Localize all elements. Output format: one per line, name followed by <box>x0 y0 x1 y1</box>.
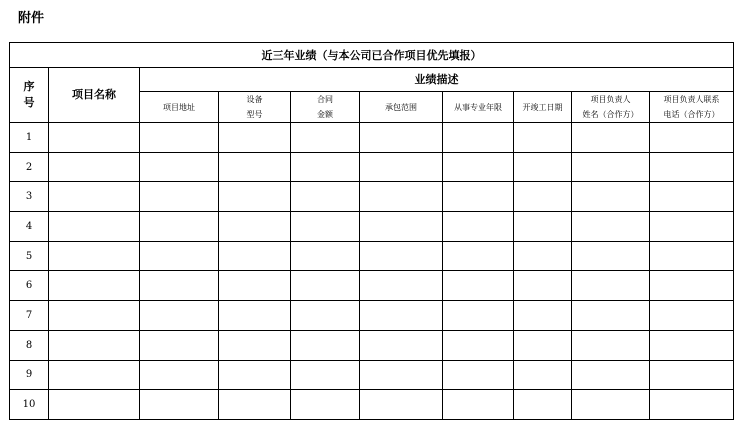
cell-project-lead-phone[interactable] <box>650 330 734 360</box>
cell-equipment-model[interactable] <box>219 182 291 212</box>
cell-project-lead-phone[interactable] <box>650 390 734 420</box>
cell-years-in-specialty[interactable] <box>443 152 514 182</box>
cell-equipment-model[interactable] <box>219 152 291 182</box>
cell-contract-scope[interactable] <box>360 241 443 271</box>
cell-equipment-model[interactable] <box>219 301 291 331</box>
table-row <box>10 212 734 242</box>
header-equipment-model: 设备 型号 <box>219 92 291 123</box>
cell-equipment-model[interactable] <box>219 123 291 153</box>
cell-project-address[interactable] <box>140 212 219 242</box>
cell-project-name[interactable] <box>49 301 140 331</box>
cell-equipment-model[interactable] <box>219 330 291 360</box>
row-number: 4 <box>10 212 49 242</box>
cell-contract-scope[interactable] <box>360 360 443 390</box>
cell-project-lead-phone[interactable] <box>650 360 734 390</box>
cell-project-lead-phone[interactable] <box>650 182 734 212</box>
header-contract-scope: 承包范围 <box>360 92 443 123</box>
header-seq: 序 号 <box>10 68 49 123</box>
cell-start-end-date[interactable] <box>514 241 572 271</box>
cell-project-lead-name[interactable] <box>572 360 650 390</box>
cell-contract-scope[interactable] <box>360 152 443 182</box>
cell-project-lead-phone[interactable] <box>650 301 734 331</box>
cell-project-lead-name[interactable] <box>572 212 650 242</box>
cell-start-end-date[interactable] <box>514 271 572 301</box>
header-project-name: 项目名称 <box>49 68 140 123</box>
cell-contract-amount[interactable] <box>291 301 360 331</box>
cell-contract-amount[interactable] <box>291 241 360 271</box>
row-number: 5 <box>10 241 49 271</box>
cell-contract-scope[interactable] <box>360 212 443 242</box>
cell-contract-amount[interactable] <box>291 330 360 360</box>
row-number: 3 <box>10 182 49 212</box>
row-number: 10 <box>10 390 49 420</box>
cell-project-lead-name[interactable] <box>572 152 650 182</box>
row-number: 8 <box>10 330 49 360</box>
cell-start-end-date[interactable] <box>514 152 572 182</box>
header-performance-description: 业绩描述 <box>140 68 734 92</box>
cell-contract-amount[interactable] <box>291 390 360 420</box>
row-number: 6 <box>10 271 49 301</box>
table-row <box>10 301 734 331</box>
table-row <box>10 152 734 182</box>
cell-project-address[interactable] <box>140 360 219 390</box>
cell-start-end-date[interactable] <box>514 301 572 331</box>
table-row <box>10 330 734 360</box>
cell-years-in-specialty[interactable] <box>443 212 514 242</box>
cell-project-name[interactable] <box>49 390 140 420</box>
table-row <box>10 182 734 212</box>
cell-equipment-model[interactable] <box>219 390 291 420</box>
cell-project-address[interactable] <box>140 390 219 420</box>
cell-contract-amount[interactable] <box>291 212 360 242</box>
cell-start-end-date[interactable] <box>514 330 572 360</box>
cell-contract-amount[interactable] <box>291 360 360 390</box>
cell-project-name[interactable] <box>49 241 140 271</box>
attachment-label: 附件 <box>18 11 45 26</box>
cell-equipment-model[interactable] <box>219 271 291 301</box>
cell-project-lead-phone[interactable] <box>650 241 734 271</box>
cell-start-end-date[interactable] <box>514 123 572 153</box>
cell-contract-amount[interactable] <box>291 182 360 212</box>
cell-contract-amount[interactable] <box>291 271 360 301</box>
table-row <box>10 271 734 301</box>
cell-contract-amount[interactable] <box>291 152 360 182</box>
cell-project-name[interactable] <box>49 360 140 390</box>
cell-project-address[interactable] <box>140 330 219 360</box>
header-years-in-specialty: 从事专业年限 <box>443 92 514 123</box>
cell-start-end-date[interactable] <box>514 360 572 390</box>
cell-years-in-specialty[interactable] <box>443 360 514 390</box>
cell-project-lead-phone[interactable] <box>650 152 734 182</box>
cell-contract-amount[interactable] <box>291 123 360 153</box>
cell-project-address[interactable] <box>140 301 219 331</box>
header-project-lead-name: 项目负责人 姓名（合作方） <box>572 92 650 123</box>
table-row <box>10 390 734 420</box>
header-project-lead-phone: 项目负责人联系 电话（合作方） <box>650 92 734 123</box>
cell-project-address[interactable] <box>140 271 219 301</box>
table-row <box>10 360 734 390</box>
cell-project-address[interactable] <box>140 152 219 182</box>
cell-years-in-specialty[interactable] <box>443 123 514 153</box>
cell-equipment-model[interactable] <box>219 360 291 390</box>
row-number: 2 <box>10 152 49 182</box>
cell-years-in-specialty[interactable] <box>443 390 514 420</box>
cell-contract-scope[interactable] <box>360 301 443 331</box>
table-title: 近三年业绩（与本公司已合作项目优先填报） <box>10 43 734 68</box>
table-row <box>10 241 734 271</box>
performance-table <box>9 42 734 420</box>
cell-project-lead-name[interactable] <box>572 330 650 360</box>
cell-contract-scope[interactable] <box>360 390 443 420</box>
cell-contract-scope[interactable] <box>360 182 443 212</box>
cell-years-in-specialty[interactable] <box>443 271 514 301</box>
cell-project-name[interactable] <box>49 271 140 301</box>
cell-project-lead-phone[interactable] <box>650 212 734 242</box>
cell-project-name[interactable] <box>49 152 140 182</box>
cell-project-lead-phone[interactable] <box>650 123 734 153</box>
cell-contract-scope[interactable] <box>360 271 443 301</box>
row-number: 1 <box>10 123 49 153</box>
cell-project-lead-name[interactable] <box>572 241 650 271</box>
cell-project-address[interactable] <box>140 123 219 153</box>
cell-project-lead-name[interactable] <box>572 182 650 212</box>
cell-project-lead-name[interactable] <box>572 390 650 420</box>
cell-project-name[interactable] <box>49 330 140 360</box>
cell-equipment-model[interactable] <box>219 212 291 242</box>
cell-contract-scope[interactable] <box>360 330 443 360</box>
cell-project-lead-phone[interactable] <box>650 271 734 301</box>
cell-start-end-date[interactable] <box>514 390 572 420</box>
cell-project-name[interactable] <box>49 182 140 212</box>
cell-years-in-specialty[interactable] <box>443 182 514 212</box>
cell-project-lead-name[interactable] <box>572 301 650 331</box>
cell-project-lead-name[interactable] <box>572 271 650 301</box>
cell-start-end-date[interactable] <box>514 212 572 242</box>
cell-project-name[interactable] <box>49 212 140 242</box>
cell-equipment-model[interactable] <box>219 241 291 271</box>
cell-project-name[interactable] <box>49 123 140 153</box>
cell-years-in-specialty[interactable] <box>443 301 514 331</box>
cell-start-end-date[interactable] <box>514 182 572 212</box>
cell-years-in-specialty[interactable] <box>443 241 514 271</box>
cell-project-address[interactable] <box>140 182 219 212</box>
cell-project-lead-name[interactable] <box>572 123 650 153</box>
table-row <box>10 123 734 153</box>
cell-years-in-specialty[interactable] <box>443 330 514 360</box>
header-contract-amount: 合同 金额 <box>291 92 360 123</box>
row-number: 9 <box>10 360 49 390</box>
cell-project-address[interactable] <box>140 241 219 271</box>
cell-contract-scope[interactable] <box>360 123 443 153</box>
row-number: 7 <box>10 301 49 331</box>
header-project-address: 项目地址 <box>140 92 219 123</box>
header-start-end-date: 开竣工日期 <box>514 92 572 123</box>
